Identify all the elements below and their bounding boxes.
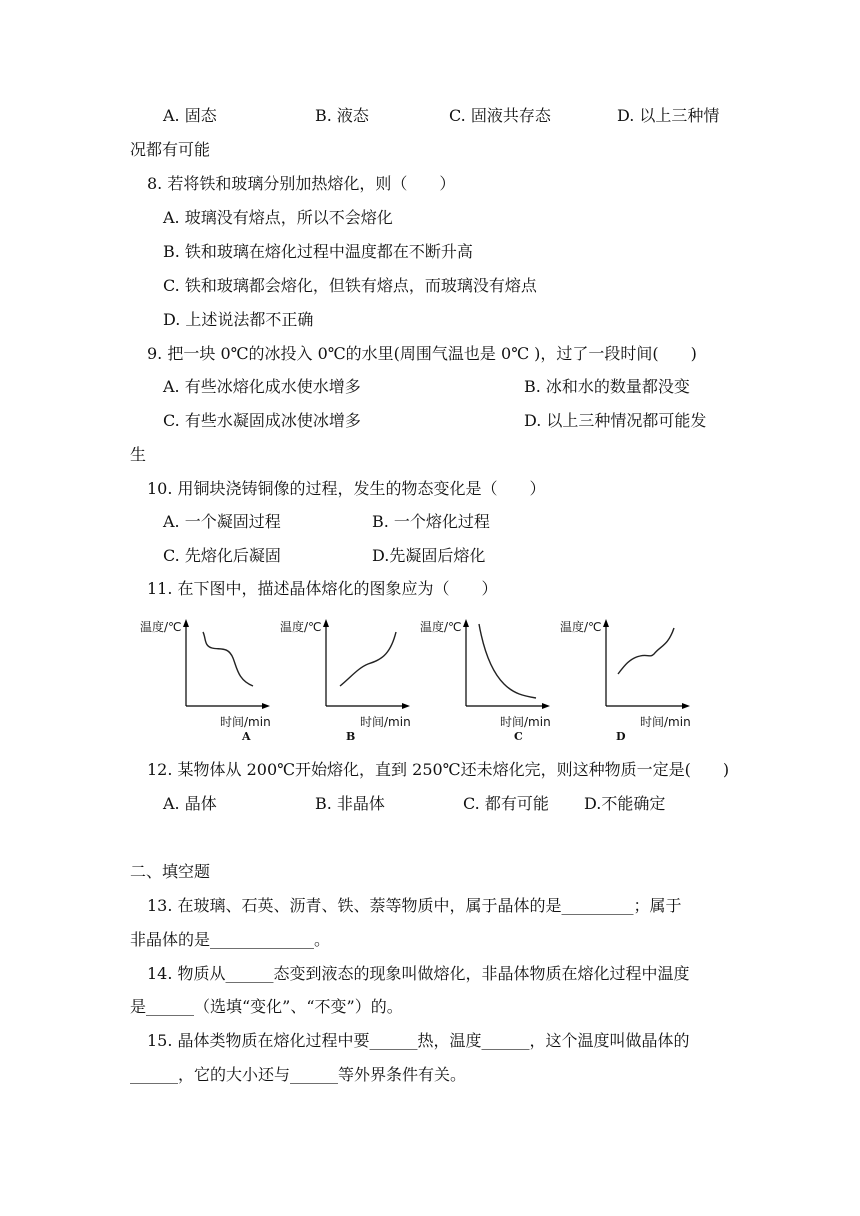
graph-d-y-axis-label: 温度/℃ [560,620,602,634]
q8-option-c: C. 铁和玻璃都会熔化，但铁有熔点，而玻璃没有熔点 [163,276,537,295]
graph-c-label: C [514,730,523,743]
q7-option-d: D. 以上三种情 [617,106,720,125]
q9-option-b: B. 冰和水的数量都没变 [524,377,690,396]
q12-stem: 12. 某物体从 200℃开始熔化，直到 250℃还未熔化完，则这种物质一定是( ) [147,760,730,779]
q12-option-d: D.不能确定 [584,794,666,813]
q7-option-d-wrap: 况都有可能 [130,140,211,159]
q11-stem: 11. 在下图中，描述晶体熔化的图象应为（ ） [147,579,498,598]
q12-option-c: C. 都有可能 [463,794,549,813]
q8-stem: 8. 若将铁和玻璃分别加热熔化，则（ ） [147,174,456,193]
q13-line2: 非晶体的是_____________。 [130,930,331,949]
q8-option-a: A. 玻璃没有熔点，所以不会熔化 [163,208,393,227]
q9-option-d: D. 以上三种情况都可能发 [524,411,707,430]
q7-option-b: B. 液态 [315,106,369,125]
graph-c-x-axis-label: 时间/min [500,715,551,729]
q7-option-c: C. 固液共存态 [449,106,551,125]
q15-line2: ______，它的大小还与______等外界条件有关。 [130,1065,467,1084]
q14-line1: 14. 物质从______态变到液态的现象叫做熔化，非晶体物质在熔化过程中温度 [147,964,690,983]
graph-a [140,610,270,745]
graph-a-x-axis-label: 时间/min [220,715,271,729]
graph-d-plot [560,610,690,720]
q10-option-d: D.先凝固后熔化 [372,546,486,565]
q7-option-a: A. 固态 [163,106,217,125]
q10-stem: 10. 用铜块浇铸铜像的过程，发生的物态变化是（ ） [147,479,546,498]
q8-option-b: B. 铁和玻璃在熔化过程中温度都在不断升高 [163,242,473,261]
q14-line2: 是______（选填“变化”、“不变”）的。 [130,997,403,1016]
q9-option-a: A. 有些冰熔化成水使水增多 [163,377,361,396]
graph-b-plot [280,610,410,720]
q9-option-d-wrap: 生 [130,445,147,464]
q9-stem: 9. 把一块 0℃的冰投入 0℃的水里(周围气温也是 0℃ )，过了一段时间( ) [147,344,697,363]
graph-b-label: B [346,730,356,743]
section-title-fill-in: 二、填空题 [130,862,211,881]
graph-a-label: A [242,730,251,743]
q13-line1: 13. 在玻璃、石英、沥青、铁、萘等物质中，属于晶体的是_________；属于 [147,896,682,915]
graph-c [420,610,550,745]
q10-option-a: A. 一个凝固过程 [163,512,281,531]
q12-option-a: A. 晶体 [163,794,217,813]
q10-option-b: B. 一个熔化过程 [372,512,490,531]
graph-a-y-axis-label: 温度/℃ [140,620,182,634]
graph-d-label: D [616,730,626,743]
graph-c-plot [420,610,550,720]
q9-option-c: C. 有些水凝固成冰使冰增多 [163,411,361,430]
graph-b [280,610,410,745]
graph-a-plot [140,610,270,720]
graph-d-x-axis-label: 时间/min [640,715,691,729]
q12-option-b: B. 非晶体 [315,794,385,813]
graph-d [560,610,690,745]
q8-option-d: D. 上述说法都不正确 [163,310,314,329]
graph-b-x-axis-label: 时间/min [360,715,411,729]
q11-graphs [130,610,740,745]
q15-line1: 15. 晶体类物质在熔化过程中要______热，温度______，这个温度叫做晶体的 [147,1031,690,1050]
graph-c-y-axis-label: 温度/℃ [420,620,462,634]
graph-b-y-axis-label: 温度/℃ [280,620,322,634]
q10-option-c: C. 先熔化后凝固 [163,546,281,565]
